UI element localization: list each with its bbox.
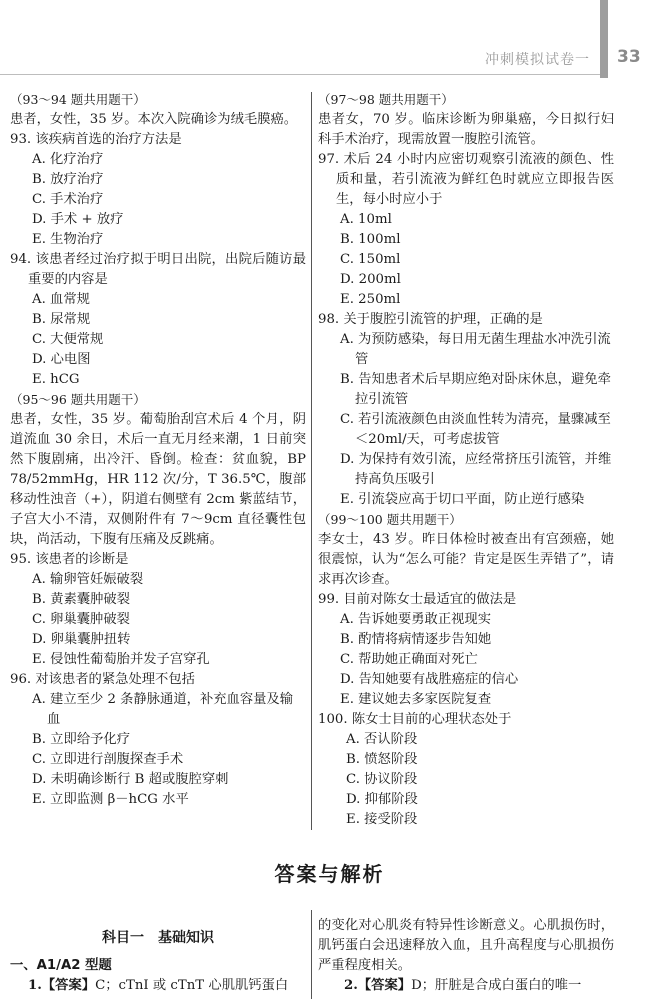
question-95-option-d: D. 卵巢囊肿扭转: [32, 632, 131, 647]
question-100-stem: 100. 陈女士目前的心理状态处于: [318, 712, 512, 727]
group-stem-95-96: 患者，女性，35 岁。葡萄胎刮宫术后 4 个月，阴道流血 30 余日，术后一直无月经来潮，1 日前突然下腹剧痛，出冷汗、昏倒。检查：贫血貌，BP 78/52mmHg，HR 112 次/分，T 36.5℃，腹部移动性浊音（+），阴道右侧壁有 2cm 紫蓝结节，子宫大小不清，双侧附件有 7～9cm 直径囊性包块，尚活动，下腹有压痛及反跳痛。: [10, 412, 306, 547]
question-96-option-b: B. 立即给予化疗: [32, 732, 131, 747]
question-95-option-c: C. 卵巢囊肿破裂: [32, 612, 130, 627]
answer-2-label: 2.【答案】: [344, 978, 412, 993]
question-98-option-c: C. 若引流液颜色由淡血性转为清亮，量骤减至＜20ml/天，可考虑拔管: [340, 412, 611, 447]
group-stem-97-98: 患者女，70 岁。临床诊断为卵巢癌，今日拟行妇科手术治疗，现需放置一腹腔引流管。: [318, 112, 614, 147]
question-96-option-e: E. 立即监测 β－hCG 水平: [32, 792, 189, 807]
header-bar: [600, 0, 608, 78]
question-95-option-e: E. 侵蚀性葡萄胎并发子宫穿孔: [32, 652, 210, 667]
question-100-option-e: E. 接受阶段: [346, 812, 418, 827]
question-93-option-a: A. 化疗治疗: [32, 152, 104, 167]
answers-left-column: [10, 928, 306, 996]
question-94-stem: 94. 该患者经过治疗拟于明日出院，出院后随访最重要的内容是: [10, 252, 306, 287]
question-93-option-b: B. 放疗治疗: [32, 172, 104, 187]
answer-item-1: [10, 976, 306, 996]
question-97-stem: 97. 术后 24 小时内应密切观察引流液的颜色、性质和量，若引流液为鲜红色时就应立即报告医生，每小时应小于: [318, 152, 614, 207]
question-96-option-d: D. 未明确诊断行 B 超或腹腔穿刺: [32, 772, 229, 787]
question-98-option-e: E. 引流袋应高于切口平面，防止逆行感染: [340, 492, 585, 507]
question-96-stem: 96. 对该患者的紧急处理不包括: [10, 672, 195, 687]
question-97-option-b: B. 100ml: [340, 232, 401, 247]
answer-2-text: D；肝脏是合成白蛋白的唯一: [411, 978, 582, 993]
question-94-option-b: B. 尿常规: [32, 312, 91, 327]
question-95-option-a: A. 输卵管妊娠破裂: [32, 572, 144, 587]
question-98-option-d: D. 为保持有效引流，应经常挤压引流管，并维持高负压吸引: [340, 452, 612, 487]
question-99-option-e: E. 建议她去多家医院复查: [340, 692, 492, 707]
question-96-option-a: A. 建立至少 2 条静脉通道，补充血容量及输血: [32, 692, 294, 727]
answer-1-text: C；cTnI 或 cTnT 心肌肌钙蛋白: [95, 978, 289, 993]
group-title-99-100: （99～100 题共用题干）: [318, 512, 462, 527]
question-99-option-d: D. 告知她要有战胜癌症的信心: [340, 672, 519, 687]
question-100-option-d: D. 抑郁阶段: [346, 792, 418, 807]
question-95-stem: 95. 该患者的诊断是: [10, 552, 129, 567]
question-97-option-a: A. 10ml: [340, 212, 392, 227]
question-93-stem: 93. 该疾病首选的治疗方法是: [10, 132, 182, 147]
question-97-option-d: D. 200ml: [340, 272, 401, 287]
group-title-97-98: （97～98 题共用题干）: [318, 92, 454, 107]
question-94-option-d: D. 心电图: [32, 352, 91, 367]
question-98-option-a: A. 为预防感染，每日用无菌生理盐水冲洗引流管: [340, 332, 611, 367]
right-column: [318, 90, 614, 830]
answer-1-label: 1.【答案】: [28, 978, 96, 993]
answers-column-divider: [311, 910, 312, 999]
question-94-option-c: C. 大便常规: [32, 332, 104, 347]
question-99-option-c: C. 帮助她正确面对死亡: [340, 652, 478, 667]
question-100-option-b: B. 愤怒阶段: [346, 752, 418, 767]
question-97-option-e: E. 250ml: [340, 292, 401, 307]
page-number: 33: [617, 47, 641, 67]
group-stem-99-100: 李女士，43 岁。昨日体检时被查出有宫颈癌，她很震惊，认为“怎么可能？肯定是医生弄错了”，请求再次诊查。: [318, 532, 614, 587]
question-96-option-c: C. 立即进行剖腹探查手术: [32, 752, 184, 767]
answers-right-column: [318, 916, 614, 996]
question-97-option-c: C. 150ml: [340, 252, 401, 267]
header-rule: [0, 74, 600, 75]
group-title-95-96: （95～96 题共用题干）: [10, 392, 146, 407]
column-divider: [311, 92, 312, 830]
answers-heading: 答案与解析: [274, 862, 385, 886]
question-99-option-a: A. 告诉她要勇敢正视现实: [340, 612, 492, 627]
answer-item-2: [318, 976, 614, 996]
question-94-option-a: A. 血常规: [32, 292, 90, 307]
question-93-option-e: E. 生物治疗: [32, 232, 104, 247]
question-99-stem: 99. 目前对陈女士最适宜的做法是: [318, 592, 517, 607]
question-99-option-b: B. 酌情将病情逐步告知她: [340, 632, 492, 647]
question-93-option-d: D. 手术 + 放疗: [32, 212, 124, 227]
subject-title: 科目一 基础知识: [102, 930, 214, 946]
section-title: 一、A1/A2 型题: [10, 958, 112, 973]
answer-1-continued: 的变化对心肌炎有特异性诊断意义。心肌损伤时，肌钙蛋白会迅速释放入血，且升高程度与心肌损伤严重程度相关。: [318, 918, 614, 973]
question-94-option-e: E. hCG: [32, 372, 80, 387]
question-100-option-a: A. 否认阶段: [346, 732, 418, 747]
group-stem-93-94: 患者，女性，35 岁。本次入院确诊为绒毛膜癌。: [10, 112, 298, 127]
left-column: [10, 90, 306, 810]
group-title-93-94: （93～94 题共用题干）: [10, 92, 146, 107]
question-93-option-c: C. 手术治疗: [32, 192, 104, 207]
running-title: 冲刺模拟试卷一: [485, 52, 590, 68]
question-98-stem: 98. 关于腹腔引流管的护理，正确的是: [318, 312, 543, 327]
question-98-option-b: B. 告知患者术后早期应绝对卧床休息，避免牵拉引流管: [340, 372, 611, 407]
question-95-option-b: B. 黄素囊肿破裂: [32, 592, 131, 607]
question-100-option-c: C. 协议阶段: [346, 772, 418, 787]
